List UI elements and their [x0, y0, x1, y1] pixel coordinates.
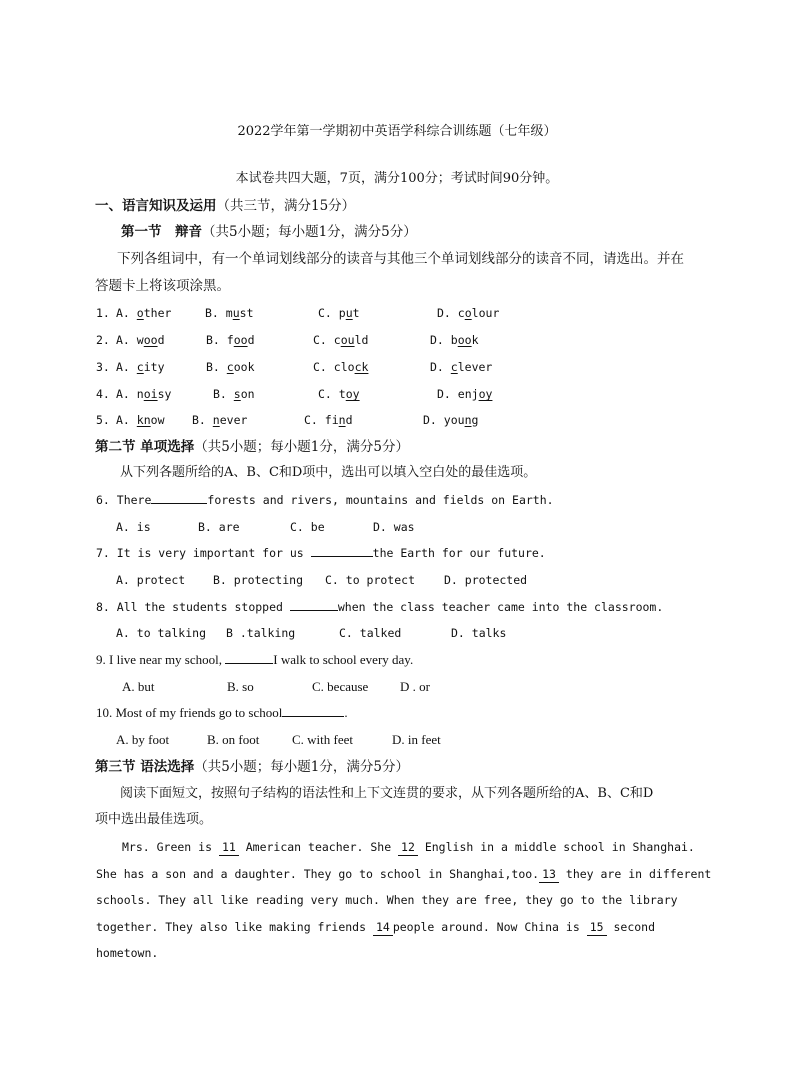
word-part: f: [226, 333, 234, 347]
underlined-letters: c: [136, 360, 144, 374]
q9-option-b[interactable]: B. so: [227, 679, 254, 694]
q9-stem-end: I walk to school every day.: [273, 652, 414, 667]
option-letter: A.: [116, 387, 130, 401]
word-part: you: [443, 413, 465, 427]
q6-option-b[interactable]: B. are: [198, 520, 240, 534]
underlined-letters: oi: [143, 387, 158, 401]
q8-blank[interactable]: [290, 599, 338, 611]
underlined-letters: u: [232, 306, 240, 320]
section1-note: （共5小题；每小题1分，满分5分）: [202, 224, 417, 240]
word-part: st: [239, 306, 254, 320]
q8-stem-end: when the class teacher came into the classroom.: [337, 600, 664, 614]
section1-instruction-2: 答题卡上将该项涂黑。: [95, 278, 230, 294]
word-part: lever: [457, 360, 493, 374]
option-b[interactable]: [206, 359, 255, 375]
option-d[interactable]: [423, 412, 478, 428]
option-letter: D.: [430, 360, 444, 374]
question-number: 1.: [96, 306, 110, 320]
option-letter: A.: [116, 333, 130, 347]
question-10: [96, 705, 348, 721]
option-b[interactable]: [205, 305, 254, 321]
option-b[interactable]: [206, 332, 255, 348]
q6-option-c[interactable]: C. be: [290, 520, 325, 534]
passage-text: American teacher. She: [238, 840, 399, 854]
option-d[interactable]: [430, 359, 492, 375]
word-part: d: [345, 413, 353, 427]
section3-instruction-1: 阅读下面短文，按照句子结构的语法性和上下文连贯的要求，从下列各题所给的A、B、C和D: [120, 786, 654, 801]
q10-stem-end: .: [344, 705, 348, 720]
section2-instruction: 从下列各题所给的A、B、C和D项中，选出可以填入空白处的最佳选项。: [120, 465, 537, 480]
underlined-letters: c: [450, 360, 458, 374]
option-b[interactable]: [192, 412, 247, 428]
passage-text: She has a son and a daughter. They go to school in Shanghai,too.: [96, 867, 540, 881]
section2-heading: [95, 439, 409, 455]
word-part: ther: [143, 306, 172, 320]
question-number: 2.: [96, 333, 110, 347]
word-part: ever: [219, 413, 248, 427]
word-part: k: [471, 333, 479, 347]
option-a[interactable]: [116, 332, 165, 348]
q7-stem-end: the Earth for our future.: [372, 546, 546, 560]
option-letter: B.: [205, 306, 219, 320]
question-6: [96, 492, 554, 508]
word-part: p: [338, 306, 346, 320]
word-part: c: [457, 306, 465, 320]
section2-note: （共5小题；每小题1分，满分5分）: [194, 439, 409, 455]
word-part: enj: [457, 387, 479, 401]
q9-option-a[interactable]: A. but: [122, 679, 155, 694]
option-letter: C.: [318, 387, 332, 401]
underlined-letters: oo: [457, 333, 472, 347]
q6-stem-start: 6. There: [96, 493, 152, 507]
option-c[interactable]: [318, 305, 360, 321]
passage-text: together. They also like making friends: [96, 920, 373, 934]
underlined-letters: oo: [143, 333, 158, 347]
q10-option-d[interactable]: D. in feet: [392, 732, 441, 747]
underlined-letters: c: [226, 360, 234, 374]
option-letter: B.: [213, 387, 227, 401]
option-letter: A.: [116, 360, 130, 374]
underlined-letters: oy: [478, 387, 493, 401]
underlined-letters: ou: [340, 333, 355, 347]
q6-blank[interactable]: [151, 492, 207, 504]
blank-12[interactable]: 12: [398, 839, 418, 856]
question-number: 4.: [96, 387, 110, 401]
option-letter: B.: [206, 360, 220, 374]
option-letter: A.: [116, 413, 130, 427]
part1-title: 一、语言知识及运用: [95, 198, 217, 214]
blank-13[interactable]: 13: [539, 866, 559, 883]
exam-info: 本试卷共四大题，7页，满分100分；考试时间90分钟。: [235, 171, 559, 186]
question-9: [96, 652, 413, 668]
word-part: w: [136, 333, 144, 347]
underlined-letters: o: [136, 306, 144, 320]
q9-option-c[interactable]: C. because: [312, 679, 369, 694]
q6-option-d[interactable]: D. was: [373, 520, 415, 534]
passage-text: second: [606, 920, 656, 934]
question-number: 5.: [96, 413, 110, 427]
word-part: ook: [233, 360, 255, 374]
page-title: 2022学年第一学期初中英语学科综合训练题（七年级）: [237, 124, 557, 139]
option-a[interactable]: [116, 412, 165, 428]
option-b[interactable]: [213, 386, 255, 402]
q9-blank[interactable]: [225, 652, 273, 664]
q10-stem-start: 10. Most of my friends go to school: [96, 705, 283, 720]
q7-option-a[interactable]: A. protect: [116, 573, 186, 587]
word-part: t: [352, 306, 360, 320]
q7-option-c[interactable]: C. to protect: [325, 573, 416, 587]
q10-option-b[interactable]: B. on foot: [207, 732, 260, 747]
word-part: b: [450, 333, 458, 347]
option-a[interactable]: [116, 386, 171, 402]
underlined-letters: s: [233, 387, 241, 401]
q7-option-d[interactable]: D. protected: [444, 573, 528, 587]
word-part: d: [157, 333, 165, 347]
passage-text: people around. Now China is: [392, 920, 587, 934]
blank-11[interactable]: 11: [219, 839, 239, 856]
passage-text: they are in different: [558, 867, 712, 881]
question-7: [96, 545, 546, 561]
word-part: n: [136, 387, 144, 401]
underlined-letters: oy: [345, 387, 360, 401]
passage-line-4: [96, 919, 655, 936]
underlined-letters: kn: [136, 413, 151, 427]
section3-title: 第三节 语法选择: [95, 759, 195, 775]
section2-title: 第二节 单项选择: [95, 439, 195, 455]
word-part: ow: [150, 413, 165, 427]
option-c[interactable]: [313, 332, 368, 348]
underlined-letters: oo: [233, 333, 248, 347]
passage-line-2: [96, 866, 711, 883]
blank-15[interactable]: 15: [587, 919, 607, 936]
underlined-letters: u: [345, 306, 353, 320]
option-letter: B.: [206, 333, 220, 347]
q8-option-c[interactable]: C. talked: [339, 626, 402, 640]
q9-option-d[interactable]: D . or: [400, 679, 430, 694]
q10-option-c[interactable]: C. with feet: [292, 732, 354, 747]
q10-option-a[interactable]: A. by foot: [116, 732, 170, 747]
word-part: ld: [354, 333, 369, 347]
option-a[interactable]: [116, 305, 171, 321]
q6-stem-end: forests and rivers, mountains and fields on Earth.: [207, 493, 554, 507]
word-part: d: [247, 333, 255, 347]
passage-line-3: schools. They all like reading very much. When they are free, they go to the library: [96, 893, 678, 907]
word-part: fi: [324, 413, 339, 427]
section1-heading: [121, 224, 417, 240]
q7-blank[interactable]: [311, 545, 373, 557]
option-d[interactable]: [430, 332, 479, 348]
option-c[interactable]: [304, 412, 353, 428]
passage-text: English in a middle school in Shanghai.: [417, 840, 695, 854]
underlined-letters: o: [464, 306, 472, 320]
option-letter: D.: [437, 306, 451, 320]
q8-stem-start: 8. All the students stopped: [96, 600, 290, 614]
part1-note: （共三节，满分15分）: [216, 198, 356, 214]
option-letter: D.: [437, 387, 451, 401]
option-letter: D.: [430, 333, 444, 347]
question-8: [96, 599, 663, 615]
option-letter: C.: [313, 360, 327, 374]
option-d[interactable]: [437, 386, 492, 402]
passage-line-5: hometown.: [96, 946, 159, 960]
option-c[interactable]: [313, 359, 368, 375]
question-number: 3.: [96, 360, 110, 374]
q7-option-b[interactable]: B. protecting: [213, 573, 304, 587]
section3-note: （共5小题；每小题1分，满分5分）: [194, 759, 409, 775]
section3-heading: [95, 759, 409, 775]
q10-blank[interactable]: [282, 705, 344, 717]
section1-title: 第一节 辩音: [121, 224, 202, 240]
option-letter: C.: [318, 306, 332, 320]
passage-line-1: [122, 839, 695, 856]
part1-heading: [95, 198, 355, 214]
word-part: t: [338, 387, 346, 401]
q8-option-a[interactable]: A. to talking: [116, 626, 207, 640]
underlined-letters: n: [212, 413, 220, 427]
option-letter: C.: [304, 413, 318, 427]
q8-option-d[interactable]: D. talks: [451, 626, 507, 640]
word-part: g: [471, 413, 479, 427]
word-part: m: [225, 306, 233, 320]
option-letter: B.: [192, 413, 206, 427]
option-a[interactable]: [116, 359, 165, 375]
word-part: lour: [471, 306, 500, 320]
q9-stem-start: 9. I live near my school,: [96, 652, 226, 667]
underlined-letters: ck: [354, 360, 369, 374]
word-part: sy: [157, 387, 172, 401]
underlined-letters: n: [338, 413, 346, 427]
word-part: on: [240, 387, 255, 401]
q6-option-a[interactable]: A. is: [116, 520, 151, 534]
q8-option-b[interactable]: B .talking: [226, 626, 296, 640]
q7-stem-start: 7. It is very important for us: [96, 546, 311, 560]
section3-instruction-2: 项中选出最佳选项。: [95, 812, 213, 827]
blank-14[interactable]: 14: [373, 919, 393, 936]
section1-instruction-1: 下列各组词中，有一个单词划线部分的读音与其他三个单词划线部分的读音不同，请选出。并在: [117, 251, 684, 267]
word-part: ity: [143, 360, 165, 374]
word-part: clo: [333, 360, 355, 374]
option-c[interactable]: [318, 386, 360, 402]
option-letter: D.: [423, 413, 437, 427]
word-part: c: [333, 333, 341, 347]
option-d[interactable]: [437, 305, 499, 321]
option-letter: C.: [313, 333, 327, 347]
option-letter: A.: [116, 306, 130, 320]
underlined-letters: n: [464, 413, 472, 427]
passage-text: Mrs. Green is: [122, 840, 219, 854]
